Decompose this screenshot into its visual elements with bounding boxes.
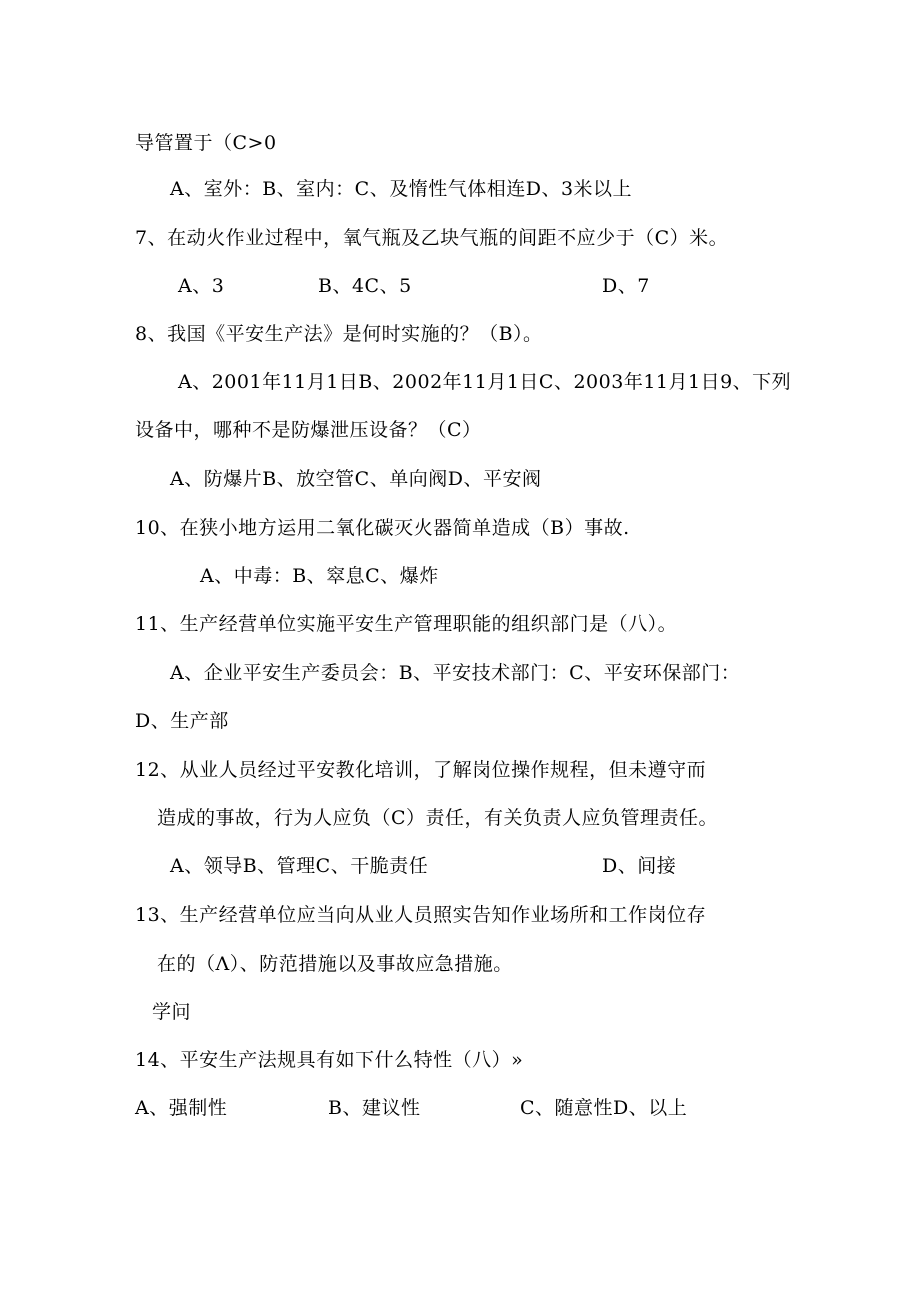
- question-10: 10、在狭小地方运用二氧化碳灭火器简单造成（B）事故.: [135, 517, 630, 539]
- text-line: A、2001年11月1日B、2002年11月1日C、2003年11月1日9、下列: [178, 371, 792, 393]
- question-8: 8、我国《平安生产法》是何时实施的？（B）。: [135, 323, 543, 345]
- text-line: 设备中，哪种不是防爆泄压设备？（C）: [135, 419, 482, 441]
- text-line: A、企业平安生产委员会：B、平安技术部门：C、平安环保部门：: [170, 662, 741, 684]
- option-b: B、建议性: [328, 1097, 421, 1119]
- option-d: D、7: [602, 275, 650, 297]
- option-d: D、间接: [602, 855, 677, 877]
- text-line: A、中毒：B、窣息C、爆炸: [200, 565, 439, 587]
- text-line: D、生产部: [135, 710, 229, 732]
- option-a: A、强制性: [135, 1097, 228, 1119]
- option-b-c: B、4C、5: [318, 275, 412, 297]
- question-14: 14、平安生产法规具有如下什么特性（八）»: [135, 1049, 524, 1071]
- question-7: 7、在动火作业过程中，氧气瓶及乙块气瓶的间距不应少于（C）米。: [135, 227, 729, 249]
- option-a: A、3: [178, 275, 225, 297]
- option-c-d: C、随意性D、以上: [520, 1097, 688, 1119]
- text-line: 在的（Λ）、防范措施以及事故应急措施。: [157, 953, 513, 975]
- question-13: 13、生产经营单位应当向从业人员照实告知作业场所和工作岗位存: [135, 904, 707, 926]
- text-line: 造成的事故，行为人应负（C）责任，有关负责人应负管理责任。: [157, 807, 719, 829]
- question-12: 12、从业人员经过平安教化培训，了解岗位操作规程，但未遵守而: [135, 759, 707, 781]
- text-line: A、防爆片B、放空管C、单向阀D、平安阀: [170, 468, 542, 490]
- option-a-b-c: A、领导B、管理C、干脆责任: [170, 855, 429, 877]
- text-line: A、室外：B、室内：C、及惰性气体相连D、3米以上: [170, 178, 633, 200]
- text-line: 导管置于（C>0: [135, 132, 277, 154]
- text-line: 学问: [152, 1001, 192, 1023]
- question-11: 11、生产经营单位实施平安生产管理职能的组织部门是（八）。: [135, 613, 678, 635]
